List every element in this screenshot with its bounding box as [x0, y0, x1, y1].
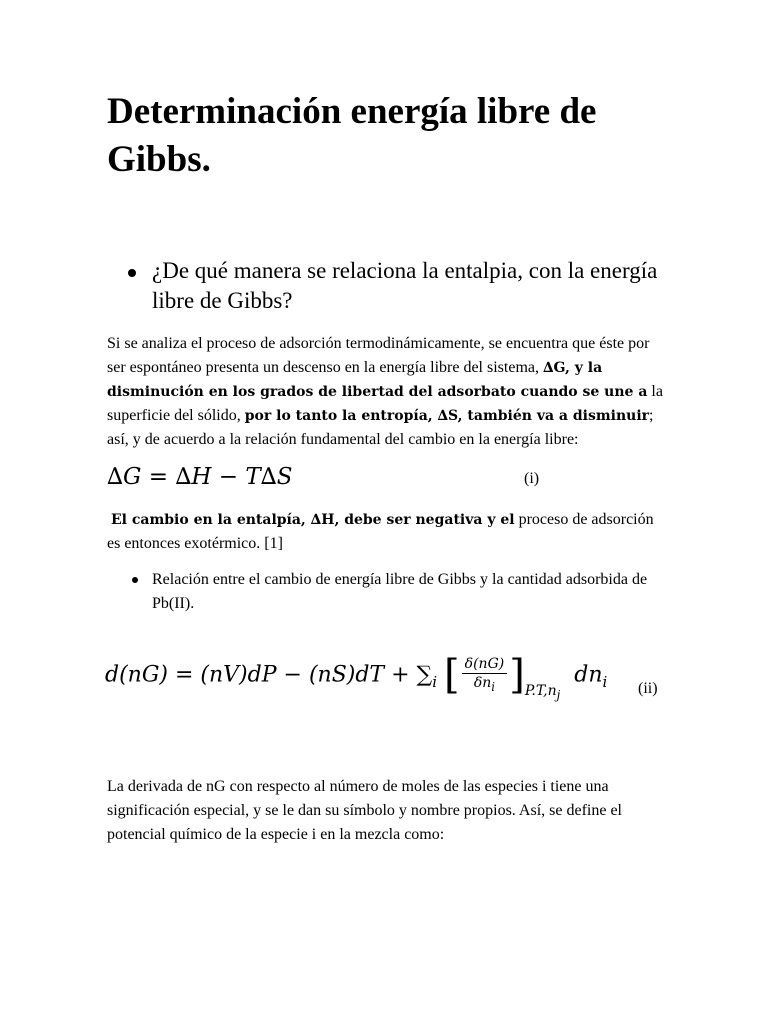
fraction-numerator: δ(nG) [462, 655, 508, 674]
bold-text: ∆G, y la disminución en los grados de libertad del adsorbato cuando se une a [107, 360, 648, 400]
paragraph-derivative: La derivada de nG con respecto al número de moles de las especies i tiene una significación especial, y se le dan su símbolo y nombre propios. Así, se define el potencial químico de la especie i en la mezcla como: [107, 778, 622, 843]
paragraph-text: Si se analiza el proceso de adsorción termodinámicamente, se encuentra que éste por ser espontáneo presenta un descenso en la energía libre del sistema, [107, 335, 650, 376]
paragraph-text: la superficie del sólido, [107, 383, 663, 424]
left-bracket: [ [444, 652, 460, 699]
paragraph-enthalpy [107, 508, 667, 556]
relation-bullet [132, 568, 652, 616]
equation-differential [105, 652, 608, 703]
denominator-subscript: i [491, 679, 496, 694]
equation-number: (i) [524, 470, 540, 487]
bold-text: El cambio en la entalpía, ∆H, debe ser negativa y el [111, 512, 515, 528]
bracket-subscript [525, 676, 560, 710]
tail-subscript: i [602, 673, 608, 692]
equation-number: (ii) [638, 680, 658, 697]
page-title: Determinación energía libre de Gibbs. [107, 91, 597, 180]
question-text: ¿De qué manera se relaciona la entalpia, con la energía libre de Gibbs? [152, 258, 658, 313]
fraction-denominator [462, 674, 508, 696]
paragraph-text: ; así, y de acuerdo a la relación fundamental del cambio en la energía libre: [107, 407, 654, 448]
bullet-icon [128, 269, 136, 277]
paragraph-text: proceso de adsorción es entonces exotérmico. [1] [107, 511, 654, 552]
bracket-subscript-text: P.T,n [524, 683, 557, 700]
paragraph-adsorption [107, 332, 667, 452]
bracket-subscript-sub: j [556, 688, 561, 703]
partial-fraction [462, 655, 508, 696]
bullet-icon [132, 577, 138, 583]
equation-tail: dn [574, 662, 603, 688]
question-bullet [128, 256, 688, 316]
equation-lhs: d(nG) = (nV)dP − (nS)dT + ∑ [105, 662, 433, 688]
right-bracket: ] [509, 652, 525, 699]
bold-text: por lo tanto la entropía, ∆S, también va a disminuir [244, 408, 650, 424]
sum-index: i [432, 673, 438, 692]
equation-gibbs: ∆G = ∆H − T∆S [107, 464, 293, 490]
relation-text: Relación entre el cambio de energía libre de Gibbs y la cantidad adsorbida de Pb(II). [152, 571, 648, 612]
denominator-text: δn [473, 675, 492, 691]
